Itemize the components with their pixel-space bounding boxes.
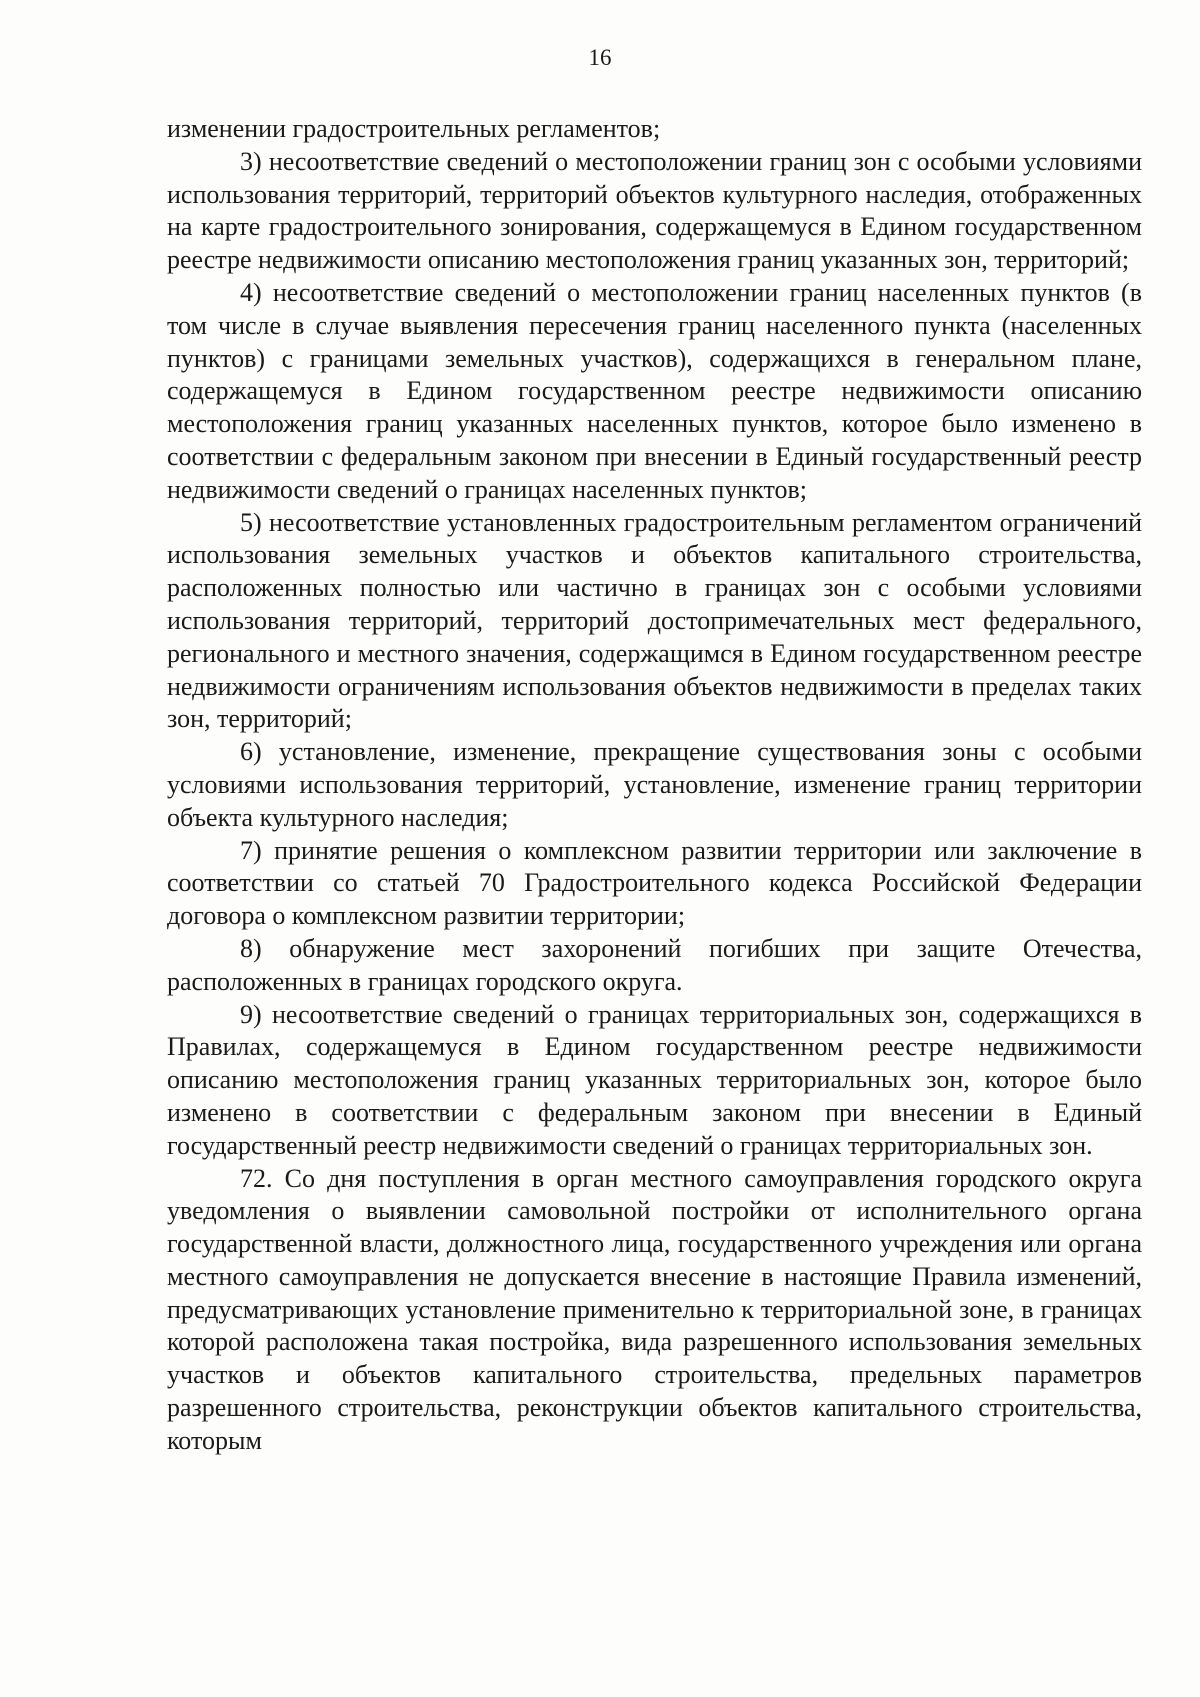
paragraph-item-6: 6) установление, изменение, прекращение существования зоны с особыми условиями использования территорий, установление, изменение границ территории объекта культурного наследия; [167, 737, 1142, 832]
paragraph-section-72: 72. Со дня поступления в орган местного самоуправления городского округа уведомления о выявлении самовольной постройки от исполнительного органа государственной власти, должностного лица, государственного учреждения или органа местного самоуправления не допускается внесение в настоящие Правила изменений, предусматривающих установление применительно к территориальной зоне, в границах которой расположена такая постройка, вида разрешенного использования земельных участков и объектов капитального строительства, предельных параметров разрешенного строительства, реконструкции объектов капитального строительства, которым [167, 1163, 1142, 1455]
document-body [167, 113, 1142, 1458]
paragraph-item-5: 5) несоответствие установленных градостроительным регламентом ограничений использования земельных участков и объектов капитального строительства, расположенных полностью или частично в границах зон с особыми условиями использования территорий, территорий достопримечательных мест федерального, регионального и местного значения, содержащимся в Едином государственном реестре недвижимости ограничениям использования объектов недвижимости в пределах таких зон, территорий; [167, 507, 1142, 734]
paragraph-item-4: 4) несоответствие сведений о местоположении границ населенных пунктов (в том числе в случае выявления пересечения границ населенного пункта (населенных пунктов) с границами земельных участков), содержащихся в генеральном плане, содержащемуся в Едином государственном реестре недвижимости описанию местоположения границ указанных населенных пунктов, которое было изменено в соответствии с федеральным законом при внесении в Единый государственный реестр недвижимости сведений о границах населенных пунктов; [167, 277, 1142, 504]
paragraph-continuation: изменении градостроительных регламентов; [167, 114, 661, 143]
page-number: 16 [588, 45, 612, 70]
paragraph-item-7: 7) принятие решения о комплексном развитии территории или заключение в соответствии со статьей 70 Градостроительного кодекса Российской Федерации договора о комплексном развитии территории; [167, 835, 1142, 931]
paragraph-item-9: 9) несоответствие сведений о границах территориальных зон, содержащихся в Правилах, содержащемуся в Едином государственном реестре недвижимости описанию местоположения границ указанных территориальных зон, которое было изменено в соответствии с федеральным законом при внесении в Единый государственный реестр недвижимости сведений о границах территориальных зон. [167, 999, 1142, 1160]
paragraph-item-3: 3) несоответствие сведений о местоположении границ зон с особыми условиями использования территорий, территорий объектов культурного наследия, отображенных на карте градостроительного зонирования, содержащемуся в Едином государственном реестре недвижимости описанию местоположения границ указанных зон, территорий; [167, 146, 1142, 275]
paragraph-item-8: 8) обнаружение мест захоронений погибших при защите Отечества, расположенных в границах городского округа. [167, 933, 1142, 996]
